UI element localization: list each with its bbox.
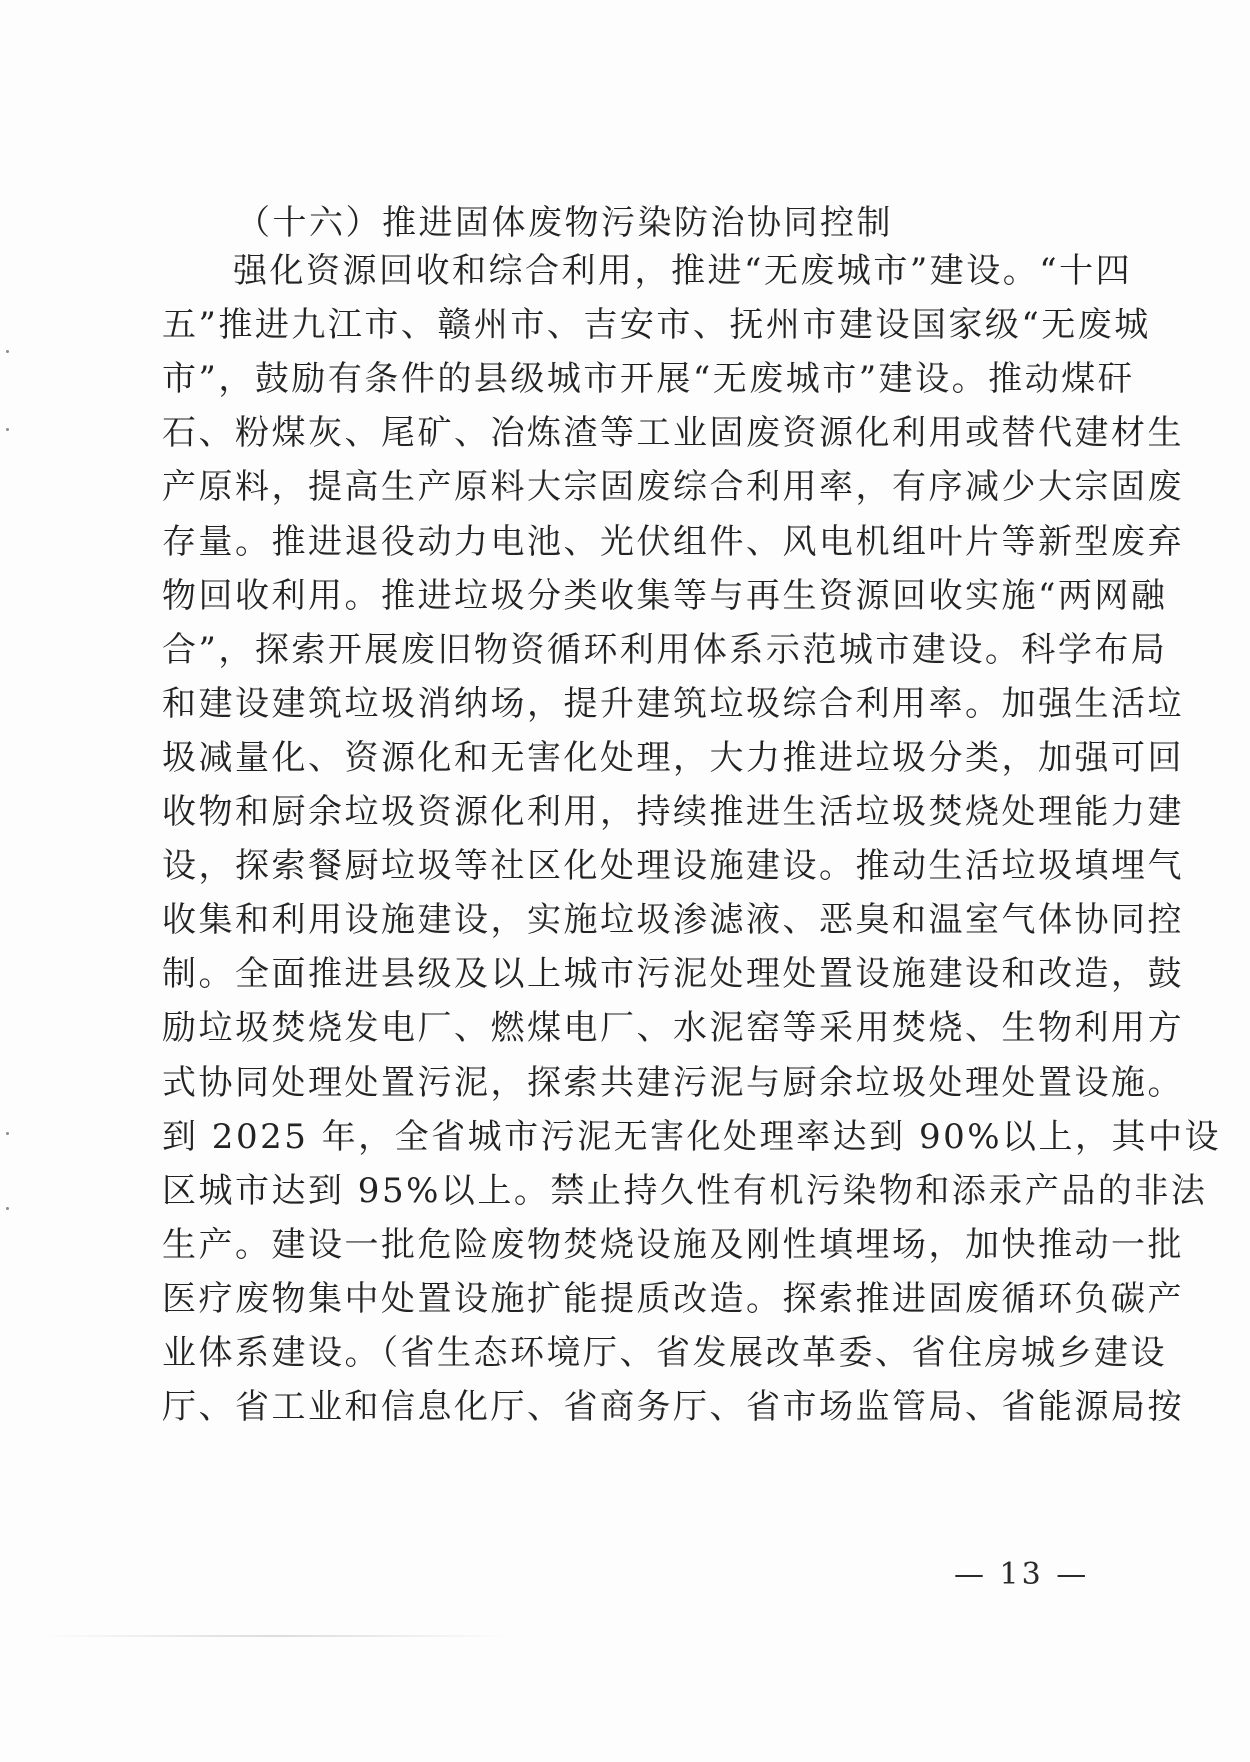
scan-dot: [6, 350, 9, 353]
body-line: 存量。推进退役动力电池、光伏组件、风电机组叶片等新型废弃: [162, 521, 1184, 562]
body-line: 产原料，提高生产原料大宗固废综合利用率，有序减少大宗固废: [162, 467, 1184, 508]
body-line: 励垃圾焚烧发电厂、燃煤电厂、水泥窑等采用焚烧、生物利用方: [162, 1008, 1184, 1049]
body-line: 五”推进九江市、赣州市、吉安市、抚州市建设国家级“无废城: [162, 305, 1151, 346]
body-line: 市”，鼓励有条件的县级城市开展“无废城市”建设。推动煤矸: [162, 359, 1135, 400]
scan-smudge: [40, 1635, 510, 1637]
scan-dot: [6, 1132, 9, 1135]
body-line: 收集和利用设施建设，实施垃圾渗滤液、恶臭和温室气体协同控: [162, 900, 1184, 941]
body-line: 物回收利用。推进垃圾分类收集等与再生资源回收实施“两网融: [162, 575, 1168, 616]
body-line: 厅、省工业和信息化厅、省商务厅、省市场监管局、省能源局按: [162, 1387, 1184, 1428]
scan-dot: [6, 428, 9, 431]
body-line: 区城市达到 95%以上。禁止持久性有机污染物和添汞产品的非法: [162, 1170, 1208, 1211]
body-line: 式协同处理处置污泥，探索共建污泥与厨余垃圾处理处置设施。: [162, 1062, 1184, 1103]
body-line: 医疗废物集中处置设施扩能提质改造。探索推进固废循环负碳产: [162, 1278, 1184, 1319]
body-line: 制。全面推进县级及以上城市污泥处理处置设施建设和改造，鼓: [162, 954, 1184, 995]
body-line: 生产。建设一批危险废物焚烧设施及刚性填埋场，加快推动一批: [162, 1224, 1184, 1265]
section-heading: （十六）推进固体废物污染防治协同控制: [236, 203, 893, 243]
scan-dot: [6, 1207, 9, 1210]
body-line: 收物和厨余垃圾资源化利用，持续推进生活垃圾焚烧处理能力建: [162, 792, 1184, 832]
body-line: 业体系建设。（省生态环境厅、省发展改革委、省住房城乡建设: [162, 1333, 1167, 1373]
body-line: 强化资源回收和综合利用，推进“无废城市”建设。“十四: [233, 251, 1133, 291]
page-number: — 13 —: [954, 1557, 1090, 1592]
body-line: 圾减量化、资源化和无害化处理，大力推进垃圾分类，加强可回: [162, 737, 1184, 778]
body-line: 合”，探索开展废旧物资循环利用体系示范城市建设。科学布局: [162, 629, 1168, 670]
body-line: 和建设建筑垃圾消纳场，提升建筑垃圾综合利用率。加强生活垃: [162, 683, 1184, 724]
body-line: 到 2025 年，全省城市污泥无害化处理率达到 90%以上，其中设: [162, 1116, 1222, 1157]
body-line: 石、粉煤灰、尾矿、冶炼渣等工业固废资源化利用或替代建材生: [162, 413, 1184, 454]
body-line: 设，探索餐厨垃圾等社区化处理设施建设。推动生活垃圾填埋气: [162, 846, 1184, 887]
